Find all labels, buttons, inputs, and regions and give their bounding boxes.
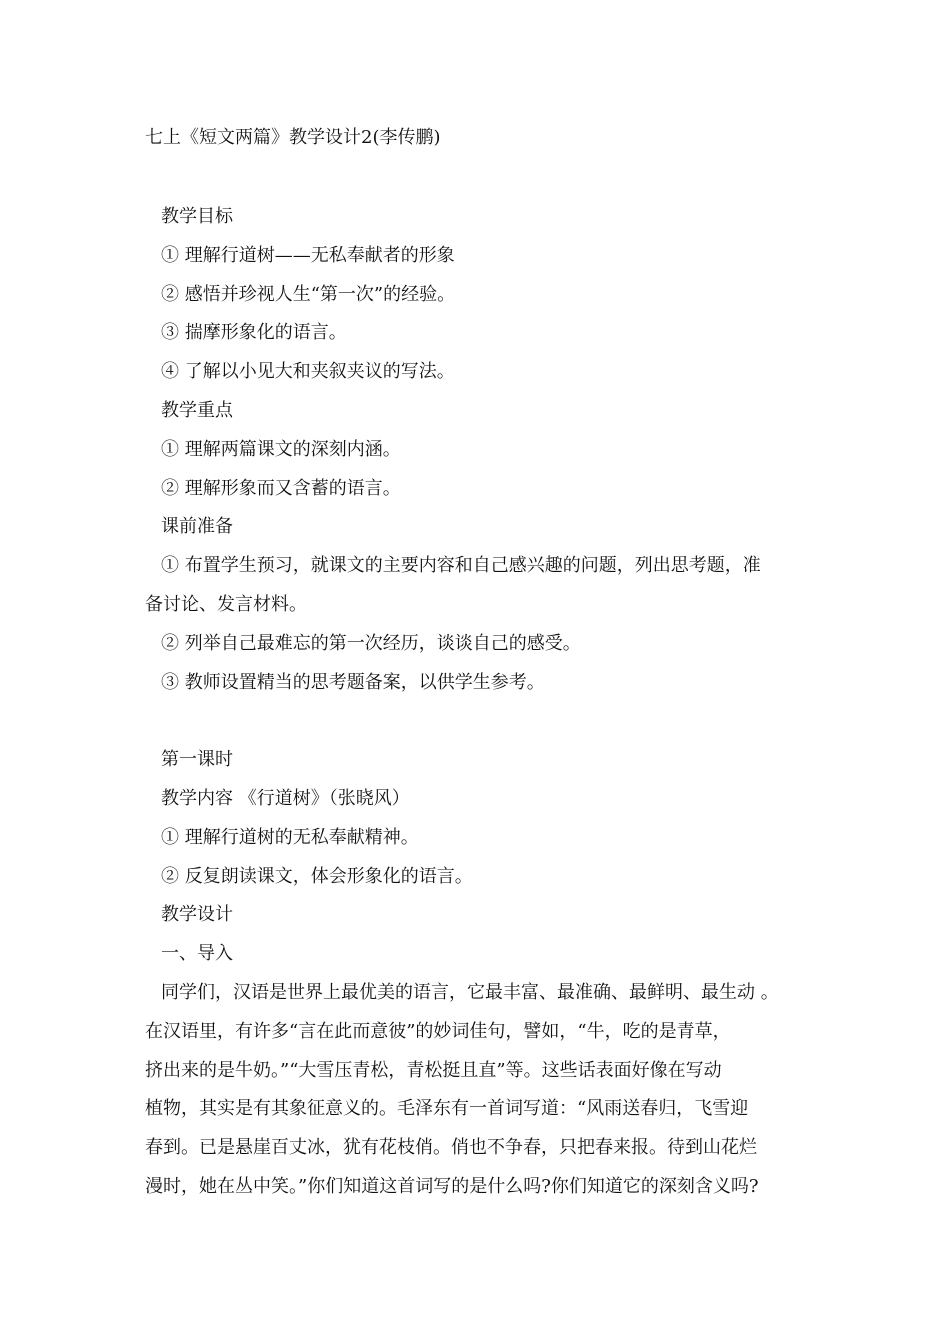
- text-line: 教学设计: [161, 904, 233, 926]
- text-line: 漫时，她在丛中笑。”你们知道这首词写的是什么吗?你们知道它的深刻含义吗?: [145, 1175, 759, 1197]
- text-line: ② 反复朗读课文，体会形象化的语言。: [161, 865, 473, 887]
- text-line: ③ 揣摩形象化的语言。: [161, 322, 347, 344]
- blank-line: [145, 702, 810, 741]
- text-line: 同学们，汉语是世界上最优美的语言，它最丰富、最准确、最鲜明、最生动 。: [161, 981, 779, 1003]
- text-line: 课前准备: [161, 516, 233, 538]
- text-line: 一、导入: [161, 943, 233, 965]
- text-line: ② 感悟并珍视人生“第一次”的经验。: [161, 283, 456, 305]
- text-line: 教学目标: [161, 206, 233, 227]
- text-line: 教学重点: [161, 399, 233, 421]
- text-line: ② 列举自己最难忘的第一次经历，谈谈自己的感受。: [161, 632, 581, 654]
- text-line: ③ 教师设置精当的思考题备案，以供学生参考。: [161, 671, 545, 693]
- text-line: ① 布置学生预习，就课文的主要内容和自己感兴趣的问题，列出思考题，准: [161, 555, 761, 577]
- text-line: 春到。已是悬崖百丈冰，犹有花枝俏。俏也不争春，只把春来报。待到山花烂: [145, 1137, 757, 1159]
- text-line: ④ 了解以小见大和夹叙夹议的写法。: [161, 361, 455, 383]
- text-line: ② 理解形象而又含蓄的语言。: [161, 477, 401, 499]
- text-line: 备讨论、发言材料。: [145, 593, 307, 615]
- text-line: 教学内容 《行道树》（张晓风）: [161, 787, 410, 809]
- text-line: ① 理解行道树——无私奉献者的形象: [161, 244, 455, 266]
- document-body: [145, 198, 810, 1207]
- text-line: 在汉语里，有许多“言在此而意彼”的妙词佳句，譬如，“牛，吃的是青草，: [145, 1020, 731, 1042]
- text-line: 植物，其实是有其象征意义的。毛泽东有一首词写道：“风雨送春归，飞雪迎: [145, 1098, 749, 1120]
- text-line: 挤出来的是牛奶。”“大雪压青松，青松挺且直”等。这些话表面好像在写动: [145, 1059, 722, 1081]
- text-line: ① 理解行道树的无私奉献精神。: [161, 826, 419, 848]
- document-title: 七上《短文两篇》教学设计2(李传鹏): [145, 127, 441, 148]
- text-line: 第一课时: [161, 749, 233, 771]
- text-line: ① 理解两篇课文的深刻内涵。: [161, 438, 401, 460]
